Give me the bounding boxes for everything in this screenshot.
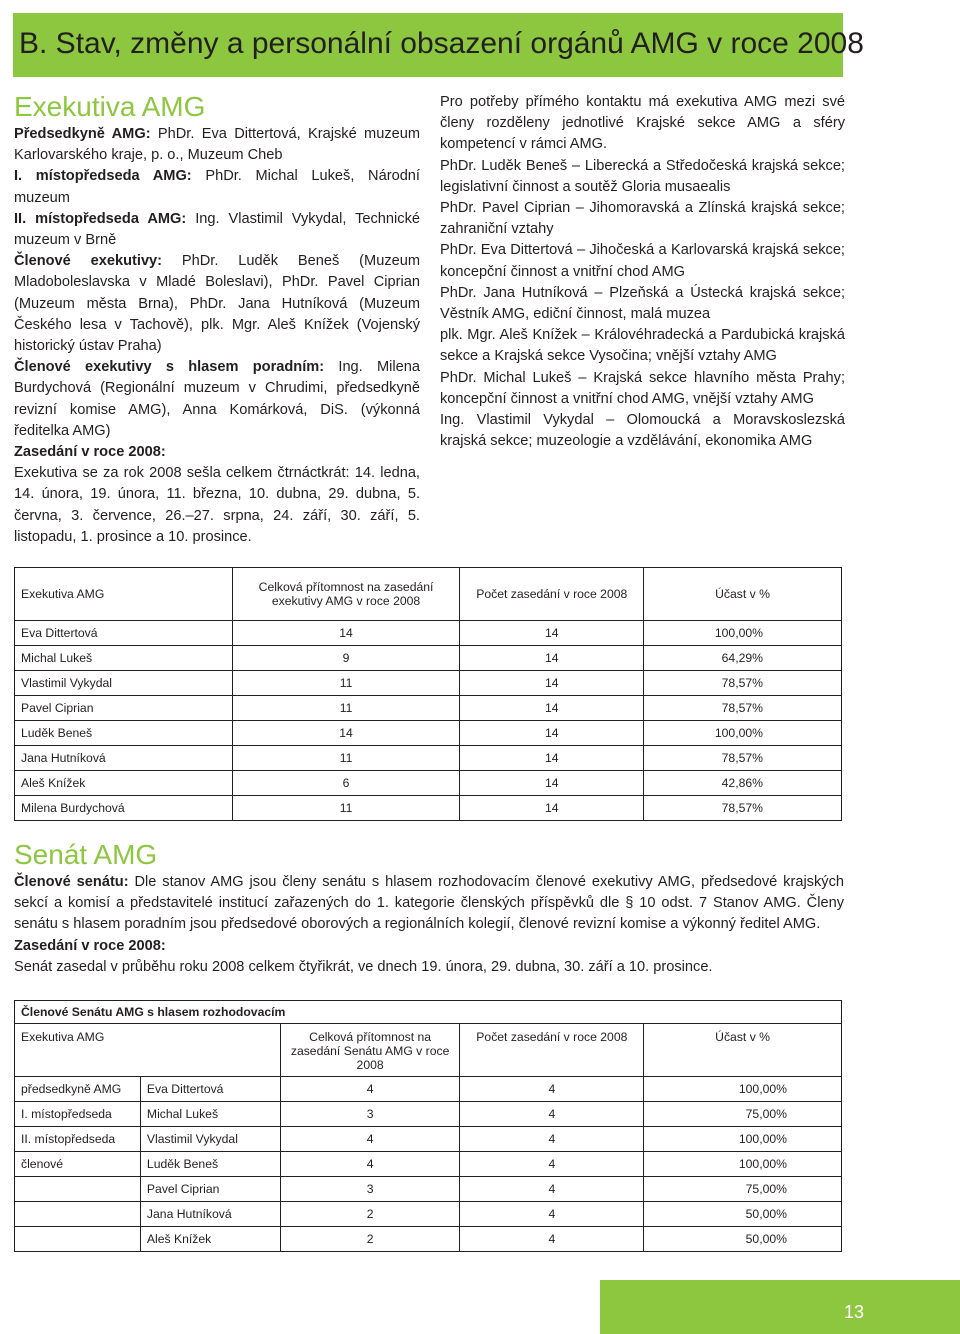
clenove-text: PhDr. Luděk Beneš (Muzeum Mladoboleslavska v Mladé Boleslavi), PhDr. Pavel Ciprian (Muzeum města Brna), PhDr. Jana Hutníková (Muzeum Českého lesa v Tachově), plk. Mgr. Aleš Knížek (Vojenský historický ústav Praha) — [14, 253, 420, 355]
exekutiva-heading: Exekutiva AMG — [14, 91, 206, 122]
exekutiva-column — [14, 90, 420, 548]
senat-zasedani-label: Zasedání v roce 2008: — [14, 937, 166, 954]
table-row: Luděk Beneš 14 14 100,00% — [15, 721, 842, 746]
senat-zasedani-text: Senát zasedal v průběhu roku 2008 celkem čtyřikrát, ve dnech 19. února, 29. dubna, 30. září a 10. prosince. — [14, 958, 713, 975]
table-header-cell: Exekutiva AMG — [15, 568, 233, 621]
table-row: předsedkyně AMG Eva Dittertová 4 4 100,00% — [15, 1077, 842, 1102]
page-number-box — [600, 1280, 960, 1334]
kompetence-item: PhDr. Eva Dittertová – Jihočeská a Karlovarská krajská sekce; koncepční činnost a vnitřní chod AMG — [440, 242, 845, 280]
table-header-cell: Exekutiva AMG — [15, 1024, 281, 1077]
kompetence-item: PhDr. Jana Hutníková – Plzeňská a Ústecká krajská sekce; Věstník AMG, ediční činnost, malá muzea — [440, 284, 845, 323]
senat-clenove-label: Členové senátu: — [14, 874, 129, 890]
table-header-cell: Účast v % — [644, 1024, 842, 1077]
section-header — [13, 13, 864, 77]
predsedkyne-paragraph — [14, 124, 420, 166]
table-caption-row — [15, 1001, 842, 1024]
section-title: B. Stav, změny a personální obsazení orgánů AMG v roce 2008 — [19, 27, 864, 60]
predsedkyne-text: PhDr. Eva Dittertová, Krajské muzeum Karlovarského kraje, p. o., Muzeum Cheb — [14, 126, 421, 164]
zasedani-text: Exekutiva se za rok 2008 sešla celkem čtrnáctkrát: 14. ledna, 14. února, 19. února, 11. března, 10. dubna, 29. dubna, 5. června, 3. července, 26.–27. srpna, 24. září, 30. září, 5. listopadu, 1. prosince a 10. prosince. — [14, 465, 420, 545]
table-row: Vlastimil Vykydal 11 14 78,57% — [15, 671, 842, 696]
table-row: Milena Burdychová 11 14 78,57% — [15, 796, 842, 821]
table-header-cell: Celková přítomnost na zasedání exekutivy AMG v roce 2008 — [232, 568, 460, 621]
poradni-paragraph — [14, 357, 420, 442]
predsedkyne-label: Předsedkyně AMG: — [14, 126, 151, 142]
senat-heading: Senát AMG — [14, 839, 158, 870]
table-row: Pavel Ciprian 3 4 75,00% — [15, 1177, 842, 1202]
senat-clenove-paragraph — [14, 872, 844, 936]
poradni-label: Členové exekutivy s hlasem poradním: — [14, 359, 325, 376]
table-header-cell: Účast v % — [644, 568, 842, 621]
senat-clenove-text: Dle stanov AMG jsou členy senátu s hlasem rozhodovacím členové exekutivy AMG, předsedové krajských sekcí a komisí a představitelé institucí zařazených do 1. kategorie členských příspěvků dle § 10 odst. 7 Stanov AMG. Členy senátu s hlasem poradním jsou předsedové oborových a regionálních kolegií, členové revizní komise a výkonný ředitel AMG. — [14, 874, 844, 933]
senat-attendance-table — [14, 1000, 842, 1252]
poradni-text: Ing. Milena Burdychová (Regionální muzeum v Chrudimi, předsedkyně revizní komise AMG), Anna Komárková, DiS. (výkonná ředitelka AMG) — [14, 359, 420, 439]
mistopredseda2-label: II. místopředseda AMG: — [14, 210, 187, 227]
table-caption: Členové Senátu AMG s hlasem rozhodovacím — [15, 1001, 842, 1024]
table-header-row — [15, 1024, 842, 1077]
zasedani-label: Zasedání v roce 2008: — [14, 444, 166, 461]
kompetence-column — [440, 92, 845, 452]
mistopredseda1-paragraph — [14, 166, 420, 208]
senat-section — [14, 838, 844, 978]
clenove-paragraph — [14, 251, 420, 357]
exekutiva-attendance-table — [14, 567, 842, 821]
kompetence-item: PhDr. Luděk Beneš – Liberecká a Středočeská krajská sekce; legislativní činnost a soutěž Gloria musaealis — [440, 157, 845, 195]
table-row: Aleš Knížek 2 4 50,00% — [15, 1227, 842, 1252]
kompetence-intro: Pro potřeby přímého kontaktu má exekutiva AMG mezi své členy rozděleny jednotlivé Krajské sekce AMG a sféry kompetencí v rámci AMG. — [440, 94, 845, 153]
table-row: členové Luděk Beneš 4 4 100,00% — [15, 1152, 842, 1177]
table-row: Pavel Ciprian 11 14 78,57% — [15, 696, 842, 721]
kompetence-item: PhDr. Pavel Ciprian – Jihomoravská a Zlínská krajská sekce; zahraniční vztahy — [440, 200, 845, 238]
kompetence-item: plk. Mgr. Aleš Knížek – Královéhradecká a Pardubická krajská sekce a Krajská sekce Vysočina; vnější vztahy AMG — [440, 327, 845, 365]
table-row: II. místopředseda Vlastimil Vykydal 4 4 100,00% — [15, 1127, 842, 1152]
mistopredseda1-text: PhDr. Michal Lukeš, Národní muzeum — [14, 168, 420, 206]
kompetence-item: Ing. Vlastimil Vykydal – Olomoucká a Moravskoslezská krajská sekce; muzeologie a vzdělávání, ekonomika AMG — [440, 412, 845, 450]
mistopredseda1-label: I. místopředseda AMG: — [14, 168, 192, 185]
table-row: Eva Dittertová 14 14 100,00% — [15, 621, 842, 646]
kompetence-item: PhDr. Michal Lukeš – Krajská sekce hlavního města Prahy; koncepční činnost a vnitřní chod AMG, vnější vztahy AMG — [440, 369, 845, 407]
table-row: I. místopředseda Michal Lukeš 3 4 75,00% — [15, 1102, 842, 1127]
clenove-label: Členové exekutivy: — [14, 253, 163, 270]
mistopredseda2-text: Ing. Vlastimil Vykydal, Technické muzeum v Brně — [14, 210, 420, 249]
table-row: Aleš Knížek 6 14 42,86% — [15, 771, 842, 796]
mistopredseda2-paragraph — [14, 209, 420, 251]
table-row: Jana Hutníková 2 4 50,00% — [15, 1202, 842, 1227]
table-header-cell: Počet zasedání v roce 2008 — [460, 568, 644, 621]
table-row: Jana Hutníková 11 14 78,57% — [15, 746, 842, 771]
page-number: 13 — [843, 1302, 864, 1322]
table-header-row — [15, 568, 842, 621]
table-row: Michal Lukeš 9 14 64,29% — [15, 646, 842, 671]
table-header-cell: Celková přítomnost na zasedání Senátu AMG v roce 2008 — [280, 1024, 460, 1077]
table-header-cell: Počet zasedání v roce 2008 — [460, 1024, 644, 1077]
